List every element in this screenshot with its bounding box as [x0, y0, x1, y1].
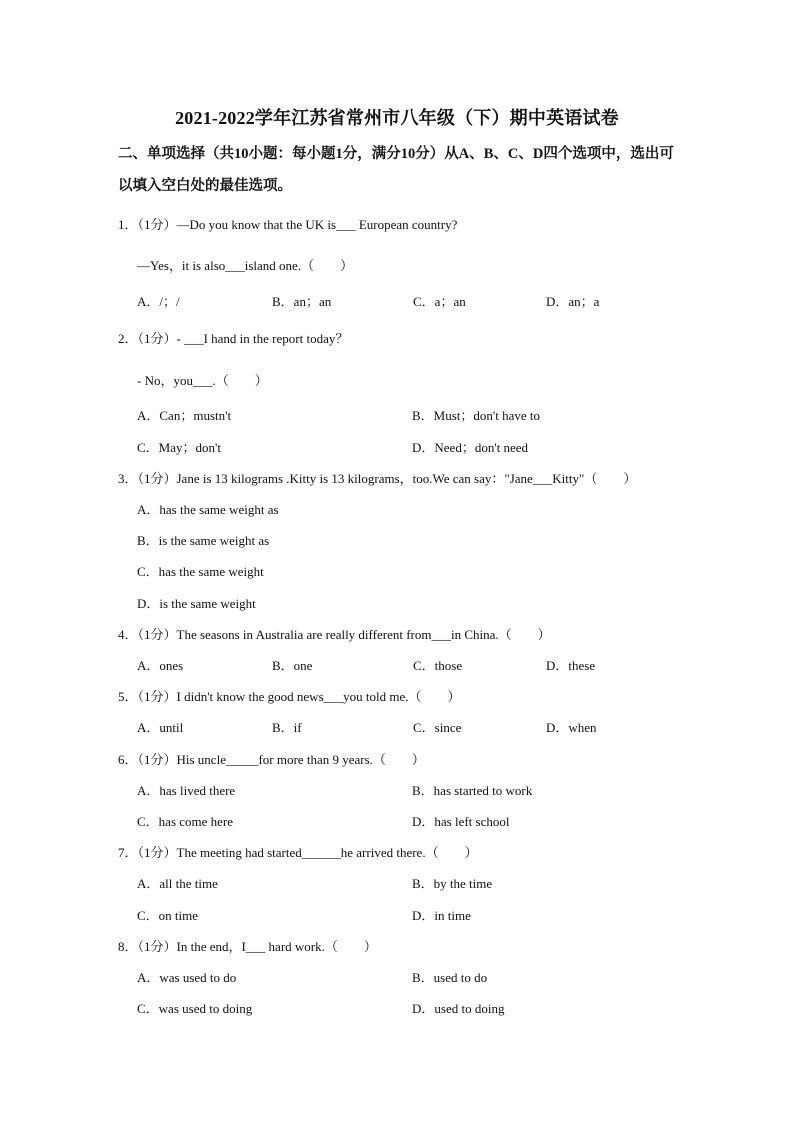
question-2-option-d[interactable]: D．Need；don't need	[412, 440, 529, 455]
question-8-option-c[interactable]: C．was used to doing	[137, 1001, 253, 1016]
question-8-stem: 8．（1分）In the end，I___ hard work.（ ）	[118, 939, 377, 954]
question-8-option-a[interactable]: A．was used to do	[137, 970, 237, 985]
question-4-stem: 4．（1分）The seasons in Australia are really different from___in China.（ ）	[118, 627, 551, 642]
page-title: 2021-2022学年江苏省常州市八年级（下）期中英语试卷	[175, 108, 619, 128]
question-3-option-a[interactable]: A．has the same weight as	[137, 502, 279, 517]
question-2-option-b[interactable]: B．Must；don't have to	[412, 408, 541, 423]
question-5-option-d[interactable]: D．when	[546, 720, 597, 735]
question-8-option-b[interactable]: B．used to do	[412, 970, 488, 985]
question-1-option-d[interactable]: D．an；a	[546, 294, 600, 309]
question-2-response: - No，you___.（ ）	[137, 373, 268, 388]
question-5-stem: 5．（1分）I didn't know the good news___you told me.（ ）	[118, 689, 461, 704]
question-7-option-a[interactable]: A．all the time	[137, 876, 218, 891]
question-6-option-d[interactable]: D．has left school	[412, 814, 510, 829]
question-1-response: —Yes，it is also___island one.（ ）	[137, 258, 354, 273]
question-3-option-d[interactable]: D．is the same weight	[137, 596, 256, 611]
question-6-option-a[interactable]: A．has lived there	[137, 783, 236, 798]
question-1-option-b[interactable]: B．an；an	[272, 294, 332, 309]
question-5-option-b[interactable]: B．if	[272, 720, 302, 735]
question-1-stem: 1．（1分）—Do you know that the UK is___ European country?	[118, 217, 458, 232]
question-7-option-d[interactable]: D．in time	[412, 908, 471, 923]
question-7-stem: 7．（1分）The meeting had started______he arrived there.（ ）	[118, 845, 478, 860]
question-6-option-b[interactable]: B．has started to work	[412, 783, 533, 798]
question-5-option-c[interactable]: C．since	[413, 720, 462, 735]
question-1-option-a[interactable]: A．/；/	[137, 294, 180, 309]
question-2-option-c[interactable]: C．May；don't	[137, 440, 221, 455]
question-3-option-c[interactable]: C．has the same weight	[137, 564, 264, 579]
question-4-option-a[interactable]: A．ones	[137, 658, 184, 673]
question-5-option-a[interactable]: A．until	[137, 720, 184, 735]
question-6-stem: 6．（1分）His uncle_____for more than 9 years.（ ）	[118, 752, 425, 767]
question-4-option-c[interactable]: C．those	[413, 658, 463, 673]
question-4-option-b[interactable]: B．one	[272, 658, 313, 673]
section-heading: 二、单项选择（共10小题：每小题1分，满分10分）从A、B、C、D四个选项中，选出可以填入空白处的最佳选项。	[118, 146, 674, 194]
question-7-option-c[interactable]: C．on time	[137, 908, 199, 923]
question-6-option-c[interactable]: C．has come here	[137, 814, 234, 829]
question-1-option-c[interactable]: C．a；an	[413, 294, 466, 309]
question-2-stem: 2．（1分）- ___I hand in the report today？	[118, 331, 349, 346]
question-3-option-b[interactable]: B．is the same weight as	[137, 533, 270, 548]
question-2-option-a[interactable]: A．Can；mustn't	[137, 408, 232, 423]
question-4-option-d[interactable]: D．these	[546, 658, 596, 673]
question-7-option-b[interactable]: B．by the time	[412, 876, 493, 891]
question-3-stem: 3．（1分）Jane is 13 kilograms .Kitty is 13 kilograms，too.We can say："Jane___Kitty"（ ）	[118, 471, 637, 486]
question-8-option-d[interactable]: D．used to doing	[412, 1001, 505, 1016]
